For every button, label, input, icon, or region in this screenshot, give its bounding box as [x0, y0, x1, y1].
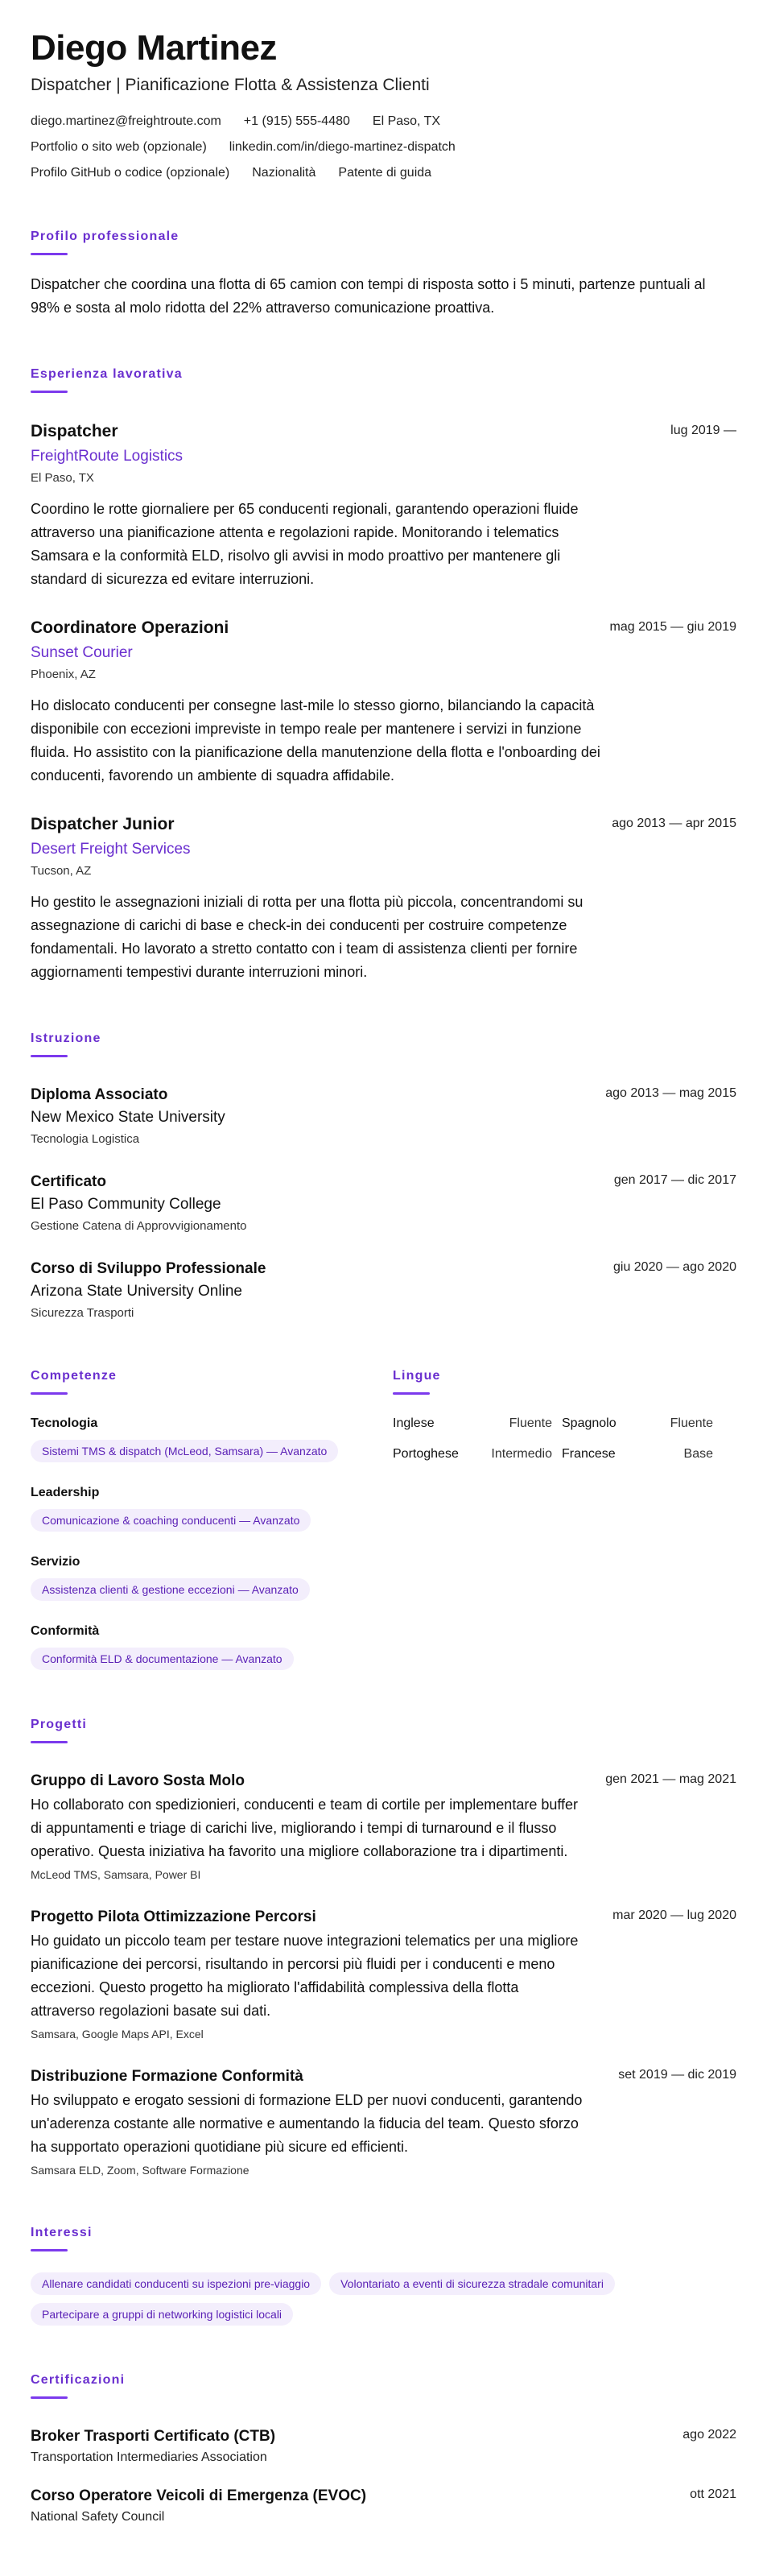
project-entry [31, 1907, 736, 2042]
section-title-profile: Profilo professionale [31, 229, 179, 243]
job-company: Desert Freight Services [31, 841, 191, 858]
certification-entry [31, 2426, 736, 2466]
contact-nationality: Nazionalità [252, 166, 316, 180]
certification-date: ott 2021 [690, 2487, 736, 2501]
project-entry [31, 2066, 736, 2178]
section-underline [31, 2249, 68, 2251]
job-date: mag 2015 — giu 2019 [609, 620, 736, 634]
education-date: ago 2013 — mag 2015 [605, 1086, 736, 1100]
certification-issuer: Transportation Intermediaries Association [31, 2450, 267, 2464]
education-entry [31, 1085, 736, 1147]
skills-section [31, 1368, 393, 1670]
job-description: Coordino le rotte giornaliere per 65 conducenti regionali, garantendo operazioni fluide attraverso una pianificazione attenta e regolazioni rapide. Monitorando i telematics Samsara e la conformità ELD, risolvo gli avvisi in modo proattivo per mantenere gli standard di sicurezza ed evitare interruzioni. [31, 501, 579, 587]
skill-group [31, 1416, 393, 1462]
certification-name: Corso Operatore Veicoli di Emergenza (EVOC) [31, 2487, 367, 2504]
skill-group [31, 1623, 393, 1670]
section-underline [393, 1392, 430, 1395]
education-field: Sicurezza Trasporti [31, 1306, 134, 1320]
education-field: Tecnologia Logistica [31, 1132, 140, 1146]
section-title-skills: Competenze [31, 1369, 118, 1383]
candidate-name: Diego Martinez [31, 28, 277, 68]
section-title-projects: Progetti [31, 1718, 88, 1731]
job-date: lug 2019 — [670, 424, 736, 437]
experience-section [31, 366, 736, 984]
section-title-interests: Interessi [31, 2226, 93, 2239]
project-date: gen 2021 — mag 2021 [605, 1772, 736, 1786]
project-tech: McLeod TMS, Samsara, Power BI [31, 1868, 201, 1881]
education-date: gen 2017 — dic 2017 [613, 1173, 736, 1187]
contact-location: El Paso, TX [372, 114, 441, 128]
job-role: Coordinatore Operazioni [31, 618, 229, 637]
section-underline [31, 1055, 68, 1057]
languages-section [393, 1368, 736, 1670]
experience-entry [31, 813, 736, 984]
education-school: New Mexico State University [31, 1109, 225, 1126]
job-date: ago 2013 — apr 2015 [612, 817, 736, 830]
section-title-certifications: Certificazioni [31, 2373, 126, 2387]
certification-issuer: National Safety Council [31, 2510, 165, 2524]
job-description: Ho dislocato conducenti per consegne last-mile lo stesso giorno, bilanciando la capacità disponibile con eccezioni impreviste in tempo reale per mantenere i servizi in funzione fluida. Ho assistito con la pianificazione della manutenzione della flotta e l'onboarding dei conducenti, favorendo un ambiente di squadra affidabile. [31, 697, 600, 784]
job-company: Sunset Courier [31, 644, 133, 661]
contact-email[interactable]: diego.martinez@freightroute.com [31, 114, 221, 128]
skill-chip: Conformità ELD & documentazione — Avanzato [31, 1648, 294, 1670]
contact-list [31, 113, 626, 182]
section-underline [31, 1741, 68, 1743]
section-underline [31, 1392, 68, 1395]
section-underline [31, 391, 68, 393]
contact-phone[interactable]: +1 (915) 555-4480 [243, 114, 350, 128]
language-name: Portoghese [393, 1447, 459, 1461]
section-underline [31, 2396, 68, 2399]
section-underline [31, 253, 68, 255]
project-date: set 2019 — dic 2019 [618, 2068, 736, 2082]
skill-chip: Comunicazione & coaching conducenti — Avanzato [31, 1509, 311, 1532]
education-date: giu 2020 — ago 2020 [612, 1260, 736, 1274]
certifications-section [31, 2372, 736, 2526]
interest-chip: Partecipare a gruppi di networking logistici locali [31, 2303, 293, 2326]
language-level: Intermedio [491, 1447, 552, 1461]
skill-chip: Assistenza clienti & gestione eccezioni — Avanzato [31, 1578, 310, 1601]
language-level: Base [683, 1447, 713, 1461]
language-name: Spagnolo [562, 1416, 616, 1430]
skill-group [31, 1554, 393, 1601]
certification-date: ago 2022 [682, 2428, 736, 2442]
experience-entry [31, 420, 736, 591]
job-description: Ho gestito le assegnazioni iniziali di rotta per una flotta più piccola, concentrandomi su assegnazione di carichi di base e check-in dei conducenti per costruire competenze fondamentali. Ho lavorato a stretto contatto con i team di assistenza clienti per fornire aggiornamenti tempestivi durante interruzioni minori. [31, 894, 583, 980]
job-location: Phoenix, AZ [31, 668, 96, 681]
project-description: Ho guidato un piccolo team per testare nuove integrazioni telematics per una migliore pianificazione dei percorsi, risultando in percorsi più fluidi per i conducenti e meno eccezioni. Questo progetto ha migliorato l'affidabilità complessiva della flotta attraverso regolazioni basate sui dati. [31, 1933, 579, 2019]
projects-section [31, 1717, 736, 2178]
education-section [31, 1031, 736, 1321]
skill-category: Conformità [31, 1624, 100, 1638]
certification-entry [31, 2486, 736, 2526]
certification-name: Broker Trasporti Certificato (CTB) [31, 2428, 276, 2445]
candidate-subtitle: Dispatcher | Pianificazione Flotta & Assistenza Clienti [31, 76, 430, 94]
contact-linkedin[interactable]: linkedin.com/in/diego-martinez-dispatch [229, 140, 456, 154]
education-school: El Paso Community College [31, 1196, 221, 1213]
project-description: Ho collaborato con spedizionieri, conducenti e team di cortile per implementare buffer di appuntamenti e triage di carichi live, migliorando i tempi di turnaround e il flusso operativo. Questa iniziativa ha favorito una migliore collaborazione tra i dipartimenti. [31, 1797, 579, 1859]
education-degree: Diploma Associato [31, 1086, 168, 1103]
language-grid [393, 1416, 736, 1462]
education-field: Gestione Catena di Approvvigionamento [31, 1219, 247, 1233]
job-role: Dispatcher [31, 422, 118, 440]
language-level: Fluente [670, 1416, 713, 1430]
education-degree: Corso di Sviluppo Professionale [31, 1260, 266, 1277]
job-location: Tucson, AZ [31, 864, 92, 878]
education-entry [31, 1172, 736, 1234]
skill-group [31, 1485, 393, 1532]
interest-list [31, 2264, 691, 2326]
project-name: Progetto Pilota Ottimizzazione Percorsi [31, 1908, 316, 1925]
interests-section [31, 2225, 736, 2326]
profile-summary: Dispatcher che coordina una flotta di 65 camion con tempi di risposta sotto i 5 minuti, partenze puntuali al 98% e sosta al molo ridotta del 22% attraverso comunicazione proattiva. [31, 276, 706, 316]
contact-portfolio[interactable]: Portfolio o sito web (opzionale) [31, 140, 207, 154]
education-entry [31, 1259, 736, 1321]
education-school: Arizona State University Online [31, 1283, 242, 1300]
skill-chip: Sistemi TMS & dispatch (McLeod, Samsara) — Avanzato [31, 1440, 338, 1462]
project-date: mar 2020 — lug 2020 [612, 1908, 736, 1922]
project-tech: Samsara, Google Maps API, Excel [31, 2028, 204, 2041]
interest-chip: Allenare candidati conducenti su ispezioni pre-viaggio [31, 2272, 321, 2295]
education-degree: Certificato [31, 1173, 106, 1190]
language-name: Francese [562, 1447, 616, 1461]
language-level: Fluente [509, 1416, 552, 1430]
experience-entry [31, 617, 736, 788]
project-name: Gruppo di Lavoro Sosta Molo [31, 1772, 245, 1789]
job-role: Dispatcher Junior [31, 815, 175, 833]
job-location: El Paso, TX [31, 471, 94, 485]
skill-category: Tecnologia [31, 1416, 98, 1430]
job-company: FreightRoute Logistics [31, 448, 184, 465]
project-tech: Samsara ELD, Zoom, Software Formazione [31, 2164, 249, 2177]
skill-category: Leadership [31, 1486, 100, 1499]
interest-chip: Volontariato a eventi di sicurezza stradale comunitari [329, 2272, 615, 2295]
project-description: Ho sviluppato e erogato sessioni di formazione ELD per nuovi conducenti, garantendo un'aderenza costante alle normative e aumentando la fiducia del team. Questo sforzo ha supportato operazioni quotidiane più sicure ed efficienti. [31, 2092, 583, 2155]
contact-github[interactable]: Profilo GitHub o codice (opzionale) [31, 166, 230, 180]
profile-section [31, 229, 736, 320]
skills-languages-row [31, 1368, 736, 1670]
project-entry [31, 1771, 736, 1883]
section-title-education: Istruzione [31, 1032, 101, 1045]
language-name: Inglese [393, 1416, 435, 1430]
skill-category: Servizio [31, 1555, 80, 1569]
section-title-languages: Lingue [393, 1369, 441, 1383]
section-title-experience: Esperienza lavorativa [31, 367, 183, 381]
project-name: Distribuzione Formazione Conformità [31, 2068, 303, 2085]
contact-license: Patente di guida [338, 166, 432, 180]
